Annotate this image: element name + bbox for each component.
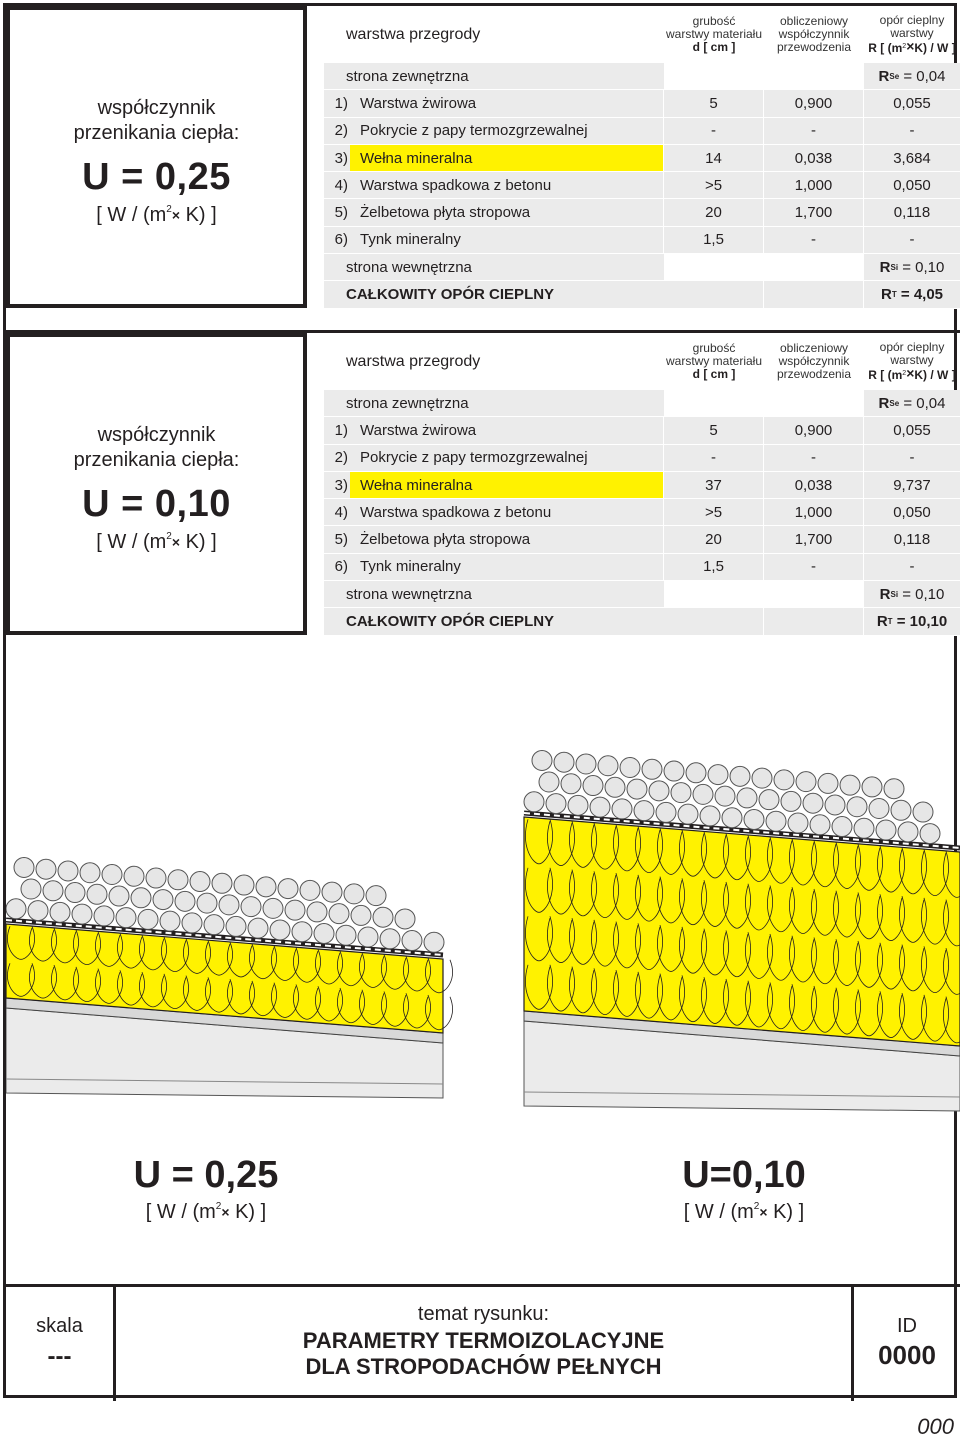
right-gravel-stone: [532, 750, 552, 770]
header-thickness: grubość warstwy materiału d [ cm ]: [665, 341, 763, 381]
right-gravel-stone: [869, 798, 889, 818]
left-gravel-stone: [14, 857, 34, 877]
layer-resistance: 0,050: [893, 503, 931, 521]
left-gravel-stone: [131, 888, 151, 908]
layer-resistance: -: [909, 231, 915, 249]
left-gravel-stone: [424, 932, 444, 952]
layer-thickness: 20: [664, 526, 764, 552]
left-gravel-stone: [94, 906, 114, 926]
right-gravel-stone: [891, 800, 911, 820]
right-gravel-stone: [810, 815, 830, 835]
right-gravel-stone: [612, 799, 632, 819]
layer-row: [324, 145, 960, 172]
left-gravel-stone: [65, 883, 85, 903]
right-u-value: U=0,10: [682, 1154, 806, 1196]
layer-number: 5): [334, 531, 348, 549]
left-gravel-stone: [380, 929, 400, 949]
left-gravel-stone: [329, 904, 349, 924]
id-value: 0000: [878, 1340, 936, 1370]
header-layer-name: warstwa przegrody: [346, 353, 481, 370]
layer-name: Pokrycie z papy termozgrzewalnej: [350, 118, 664, 144]
left-gravel-stone: [109, 886, 129, 906]
left-u-value: U = 0,25: [133, 1154, 279, 1196]
multiply-icon: ×: [221, 1204, 230, 1220]
right-gravel-stone: [884, 779, 904, 799]
layer-name: Warstwa żwirowa: [350, 90, 664, 116]
layers-table: [324, 6, 960, 309]
layer-conductivity: 1,000: [764, 172, 864, 198]
layer-row: [324, 554, 960, 581]
right-gravel-stone: [744, 809, 764, 829]
layer-thickness: 5: [664, 417, 764, 443]
left-gravel-stone: [234, 875, 254, 895]
layer-row: [324, 499, 960, 526]
left-gravel-stone: [50, 902, 70, 922]
u-unit: [ $W / (m^2\times K)$ ]: [96, 531, 217, 553]
right-gravel-stone: [796, 772, 816, 792]
outside-row-resistance: R Se = 0,04: [878, 394, 946, 412]
left-gravel-stone: [248, 918, 268, 938]
left-gravel-stone: [256, 877, 276, 897]
layer-name: Tynk mineralny: [350, 554, 664, 580]
layer-row: [324, 472, 960, 499]
left-gravel-stone: [43, 881, 63, 901]
layer-thickness: 14: [664, 145, 764, 171]
right-gravel-stone: [554, 752, 574, 772]
layer-resistance: 0,118: [893, 531, 931, 549]
left-gravel-stone: [72, 904, 92, 924]
layer-row: [324, 90, 960, 117]
total-row-label: CAŁKOWITY OPÓR CIEPLNY: [346, 286, 555, 304]
left-gravel-stone: [241, 897, 261, 917]
right-gravel-stone: [664, 761, 684, 781]
header-conductivity: obliczeniowy współczynnik przewodzenia: [776, 341, 852, 381]
right-gravel-stone: [847, 797, 867, 817]
left-gravel-stone: [102, 864, 122, 884]
layer-number: 5): [334, 204, 348, 222]
multiply-icon: ×: [171, 534, 181, 550]
layer-conductivity: -: [764, 227, 864, 253]
left-gravel-stone: [366, 886, 386, 906]
right-gravel-stone: [854, 818, 874, 838]
right-gravel-stone: [649, 781, 669, 801]
right-u-unit: [ $W / (m^2\times K)$ ]: [683, 1201, 805, 1223]
layer-resistance: -: [909, 558, 915, 576]
left-gravel-stone: [344, 884, 364, 904]
scale-label: skala: [36, 1315, 83, 1337]
right-gravel-stone: [840, 775, 860, 795]
right-gravel-stone: [686, 763, 706, 783]
layer-row: [324, 118, 960, 145]
u-label-line2: przenikania ciepła:: [73, 449, 240, 471]
right-u-label: [604, 1154, 884, 1224]
multiply-icon: ×: [906, 38, 915, 54]
left-gravel-stone: [160, 911, 180, 931]
inside-row: [324, 254, 960, 281]
scale-value: ---: [47, 1343, 72, 1370]
right-gravel-stone: [730, 766, 750, 786]
left-gravel-stone: [124, 866, 144, 886]
left-gravel-stone: [351, 905, 371, 925]
header-thickness: grubość warstwy materiału d [ cm ]: [665, 14, 763, 54]
left-gravel-stone: [204, 915, 224, 935]
layer-conductivity: -: [764, 118, 864, 144]
roof-layers-illustration: [6, 746, 960, 1146]
right-gravel-stone: [576, 754, 596, 774]
layer-resistance: 3,684: [893, 149, 931, 167]
layer-row: [324, 417, 960, 444]
layers-table: [324, 333, 960, 636]
u-unit: [ $W / (m^2\times K)$ ]: [96, 204, 217, 226]
right-gravel-stone: [583, 776, 603, 796]
right-gravel-stone: [766, 811, 786, 831]
total-row: [324, 608, 960, 635]
roof-cross-section-drawing: [6, 746, 960, 1223]
layer-number: 2): [334, 122, 348, 140]
u-coefficient-box: [6, 6, 307, 308]
right-gravel-stone: [627, 779, 647, 799]
left-gravel-stone: [87, 884, 107, 904]
layer-conductivity: 1,000: [764, 499, 864, 525]
right-gravel-stone: [920, 824, 940, 844]
left-gravel-stone: [226, 916, 246, 936]
outside-row-resistance: R Se = 0,04: [878, 67, 946, 85]
right-gravel-stone: [759, 790, 779, 810]
layer-conductivity: 0,038: [764, 145, 864, 171]
right-gravel-stone: [671, 783, 691, 803]
left-gravel-stone: [138, 909, 158, 929]
scale-cell: [6, 1287, 116, 1401]
right-gravel-stone: [568, 795, 588, 815]
right-gravel-stone: [598, 756, 618, 776]
total-row-resistance: R T = 10,10: [876, 613, 948, 631]
right-gravel-stone: [825, 795, 845, 815]
inside-row-label: strona wewnętrzna: [346, 258, 472, 276]
left-gravel-stone: [358, 927, 378, 947]
right-gravel-stone: [656, 802, 676, 822]
outside-row: [324, 63, 960, 90]
layer-name: Wełna mineralna: [350, 145, 664, 171]
left-gravel-stone: [153, 890, 173, 910]
drawing-sheet: [3, 3, 957, 1398]
topic-line2: DLA STROPODACHÓW PEŁNYCH: [305, 1354, 662, 1379]
layer-thickness: -: [664, 118, 764, 144]
multiply-icon: ×: [759, 1204, 768, 1220]
right-gravel-stone: [642, 759, 662, 779]
layer-thickness: >5: [664, 172, 764, 198]
left-u-label: [66, 1154, 346, 1224]
left-gravel-stone: [278, 879, 298, 899]
left-gravel-stone: [395, 909, 415, 929]
id-label: ID: [897, 1315, 917, 1337]
layer-resistance: -: [909, 122, 915, 140]
layer-conductivity: 1,700: [764, 199, 864, 225]
right-gravel-stone: [678, 804, 698, 824]
header-resistance: opór cieplny warstwy R [ $(m^2\times K) / W$ ]: [868, 340, 956, 382]
layer-conductivity: 1,700: [764, 526, 864, 552]
layer-resistance: 9,737: [893, 476, 931, 494]
outside-row: [324, 390, 960, 417]
layer-name: Warstwa spadkowa z betonu: [350, 499, 664, 525]
right-gravel-stone: [862, 777, 882, 797]
outside-row-label: strona zewnętrzna: [346, 67, 469, 85]
left-gravel-stone: [300, 880, 320, 900]
left-gravel-stone: [292, 922, 312, 942]
total-row-label: CAŁKOWITY OPÓR CIEPLNY: [346, 613, 555, 631]
total-row-resistance: R T = 4,05: [880, 286, 944, 304]
layer-thickness: 5: [664, 90, 764, 116]
outside-row-label: strona zewnętrzna: [346, 394, 469, 412]
multiply-icon: ×: [171, 207, 181, 223]
left-gravel-stone: [307, 902, 327, 922]
layer-conductivity: 0,038: [764, 472, 864, 498]
right-gravel-stone: [634, 801, 654, 821]
total-row: [324, 281, 960, 308]
layer-number: 4): [334, 176, 348, 194]
layer-resistance: 0,055: [893, 94, 931, 112]
layer-number: 3): [334, 476, 348, 494]
right-gravel-stone: [832, 817, 852, 837]
layer-row: [324, 445, 960, 472]
right-gravel-stone: [722, 808, 742, 828]
right-gravel-stone: [700, 806, 720, 826]
header-conductivity: obliczeniowy współczynnik przewodzenia: [776, 14, 852, 54]
parameters-section-2: [6, 333, 960, 635]
layer-conductivity: -: [764, 554, 864, 580]
right-gravel-stone: [708, 765, 728, 785]
left-gravel-stone: [402, 931, 422, 951]
layer-number: 4): [334, 503, 348, 521]
topic-cell: [116, 1287, 854, 1401]
layer-thickness: >5: [664, 499, 764, 525]
u-label-line1: współczynnik: [97, 424, 216, 446]
left-gravel-stone: [175, 891, 195, 911]
layer-number: 1): [334, 94, 348, 112]
id-cell: [854, 1287, 960, 1401]
left-gravel-stone: [28, 901, 48, 921]
right-gravel-stone: [590, 797, 610, 817]
layer-resistance: 0,050: [893, 176, 931, 194]
right-gravel-stone: [898, 822, 918, 842]
layer-resistance: 0,118: [893, 204, 931, 222]
right-gravel-stone: [605, 777, 625, 797]
layer-name: Wełna mineralna: [350, 472, 664, 498]
right-gravel-stone: [818, 773, 838, 793]
right-gravel-stone: [752, 768, 772, 788]
left-gravel-stone: [168, 870, 188, 890]
left-gravel-stone: [197, 893, 217, 913]
layer-thickness: 1,5: [664, 554, 764, 580]
layer-row: [324, 172, 960, 199]
layer-thickness: -: [664, 445, 764, 471]
left-gravel-stone: [314, 923, 334, 943]
right-gravel-stone: [524, 792, 544, 812]
layer-thickness: 37: [664, 472, 764, 498]
layer-number: 3): [334, 149, 348, 167]
left-gravel-stone: [373, 907, 393, 927]
layer-conductivity: 0,900: [764, 417, 864, 443]
layer-number: 2): [334, 449, 348, 467]
layer-name: Warstwa żwirowa: [350, 417, 664, 443]
layer-name: Warstwa spadkowa z betonu: [350, 172, 664, 198]
right-gravel-stone: [876, 820, 896, 840]
topic-line1: PARAMETRY TERMOIZOLACYJNE: [302, 1328, 665, 1353]
left-gravel-stone: [219, 895, 239, 915]
inside-row: [324, 581, 960, 608]
inside-row-resistance: R Si = 0,10: [879, 585, 945, 603]
inside-row-label: strona wewnętrzna: [346, 585, 472, 603]
layer-conductivity: 0,900: [764, 90, 864, 116]
left-gravel-stone: [270, 920, 290, 940]
layer-name: Żelbetowa płyta stropowa: [350, 199, 664, 225]
left-gravel-stone: [322, 882, 342, 902]
layer-conductivity: -: [764, 445, 864, 471]
left-gravel-stone: [58, 861, 78, 881]
left-gravel-stone: [80, 863, 100, 883]
left-gravel-stone: [336, 925, 356, 945]
u-label-line1: współczynnik: [97, 97, 216, 119]
u-value: U = 0,10: [82, 483, 231, 525]
layer-resistance: -: [909, 449, 915, 467]
layer-row: [324, 199, 960, 226]
layer-name: Pokrycie z papy termozgrzewalnej: [350, 445, 664, 471]
u-value: U = 0,25: [82, 156, 231, 198]
header-layer-name: warstwa przegrody: [346, 26, 481, 43]
left-gravel-stone: [212, 873, 232, 893]
header-resistance: opór cieplny warstwy R [ $(m^2\times K) / W$ ]: [868, 13, 956, 55]
layer-number: 1): [334, 421, 348, 439]
right-gravel-stone: [913, 802, 933, 822]
right-gravel-stone: [803, 793, 823, 813]
left-gravel-stone: [36, 859, 56, 879]
table-header: [324, 6, 960, 63]
layer-row: [324, 227, 960, 254]
layer-name: Żelbetowa płyta stropowa: [350, 526, 664, 552]
multiply-icon: ×: [906, 365, 915, 381]
left-gravel-stone: [116, 908, 136, 928]
right-gravel-stone: [788, 813, 808, 833]
right-gravel-stone: [737, 788, 757, 808]
layer-row: [324, 526, 960, 553]
right-gravel-stone: [620, 758, 640, 778]
right-gravel-stone: [781, 791, 801, 811]
right-gravel-stone: [561, 774, 581, 794]
right-mineral-wool: [524, 817, 960, 1046]
page-number: 000: [917, 1414, 954, 1439]
right-gravel-stone: [546, 794, 566, 814]
layer-resistance: 0,055: [893, 421, 931, 439]
left-gravel-stone: [263, 898, 283, 918]
right-gravel-stone: [715, 786, 735, 806]
layer-thickness: 1,5: [664, 227, 764, 253]
layer-number: 6): [334, 231, 348, 249]
right-gravel-stone: [693, 784, 713, 804]
right-gravel-stone: [539, 772, 559, 792]
left-gravel-stone: [6, 899, 26, 919]
left-gravel-stone: [146, 868, 166, 888]
u-coefficient-box: [6, 333, 307, 635]
layer-name: Tynk mineralny: [350, 227, 664, 253]
left-gravel-stone: [190, 872, 210, 892]
left-gravel-stone: [182, 913, 202, 933]
parameters-section-1: [6, 6, 960, 308]
topic-label: temat rysunku:: [417, 1303, 550, 1325]
left-u-unit: [ $W / (m^2\times K)$ ]: [145, 1201, 267, 1223]
title-block: [6, 1284, 960, 1401]
inside-row-resistance: R Si = 0,10: [879, 258, 945, 276]
table-header: [324, 333, 960, 390]
layer-thickness: 20: [664, 199, 764, 225]
left-gravel-stone: [285, 900, 305, 920]
right-gravel-stone: [774, 770, 794, 790]
left-gravel-stone: [21, 879, 41, 899]
layer-number: 6): [334, 558, 348, 576]
u-label-line2: przenikania ciepła:: [73, 122, 240, 144]
